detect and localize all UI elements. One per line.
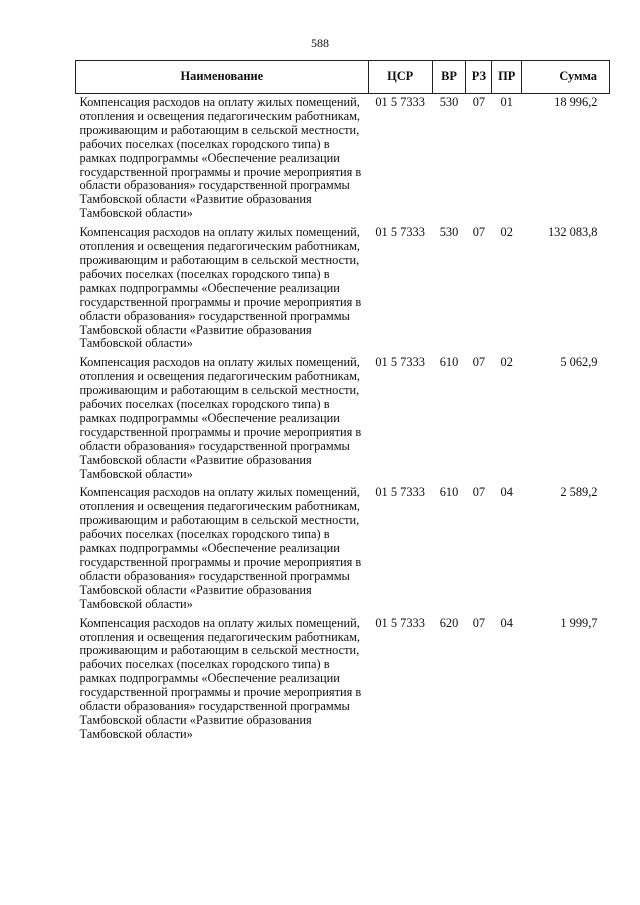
row-pr: 02 xyxy=(500,225,513,240)
row-vr: 610 xyxy=(439,355,459,370)
row-pr: 04 xyxy=(500,485,513,500)
row-csr: 01 5 7333 xyxy=(375,225,425,240)
row-sum: 1 999,7 xyxy=(560,615,598,630)
budget-table xyxy=(75,60,610,745)
row-vr: 530 xyxy=(439,95,459,109)
table-body xyxy=(76,94,610,745)
table-row xyxy=(76,94,610,225)
row-csr: 01 5 7333 xyxy=(375,485,425,500)
header-vr: ВР xyxy=(432,61,466,94)
row-sum: 132 083,8 xyxy=(547,225,598,240)
row-name: Компенсация расходов на оплату жилых помещений, отопления и освещения педагогическим работникам, проживающим и работающим в сельской местности, рабочих поселках (поселках городского типа) в рамках подпрограммы «Обеспечение реализации государственной программы и прочие мероприятия в области образования» государственной программы Тамбовской области «Развитие образования Тамбовской области» xyxy=(79,225,362,351)
header-pr: ПР xyxy=(492,61,522,94)
table-header xyxy=(76,61,610,94)
row-rz: 07 xyxy=(472,615,486,630)
row-vr: 530 xyxy=(439,225,459,240)
row-sum: 2 589,2 xyxy=(560,485,598,500)
row-csr: 01 5 7333 xyxy=(375,355,425,370)
row-name: Компенсация расходов на оплату жилых помещений, отопления и освещения педагогическим работникам, проживающим и работающим в сельской местности, рабочих поселках (поселках городского типа) в рамках подпрограммы «Обеспечение реализации государственной программы и прочие мероприятия в области образования» государственной программы Тамбовской области «Развитие образования Тамбовской области» xyxy=(79,95,362,221)
row-rz: 07 xyxy=(472,485,486,500)
row-pr: 01 xyxy=(500,95,513,109)
header-name: Наименование xyxy=(76,61,369,94)
header-csr: ЦСР xyxy=(368,61,432,94)
row-name: Компенсация расходов на оплату жилых помещений, отопления и освещения педагогическим работникам, проживающим и работающим в сельской местности, рабочих поселках (поселках городского типа) в рамках подпрограммы «Обеспечение реализации государственной программы и прочие мероприятия в области образования» государственной программы Тамбовской области «Развитие образования Тамбовской области» xyxy=(79,615,362,741)
header-row xyxy=(76,61,610,94)
table-row xyxy=(76,484,610,614)
row-name: Компенсация расходов на оплату жилых помещений, отопления и освещения педагогическим работникам, проживающим и работающим в сельской местности, рабочих поселках (поселках городского типа) в рамках подпрограммы «Обеспечение реализации государственной программы и прочие мероприятия в области образования» государственной программы Тамбовской области «Развитие образования Тамбовской области» xyxy=(79,355,362,481)
row-vr: 610 xyxy=(439,485,459,500)
row-vr: 620 xyxy=(439,615,459,630)
row-sum: 18 996,2 xyxy=(554,95,598,109)
table-row xyxy=(76,224,610,354)
row-rz: 07 xyxy=(472,95,486,109)
header-rz: РЗ xyxy=(466,61,492,94)
row-rz: 07 xyxy=(472,355,486,370)
header-sum: Сумма xyxy=(521,61,609,94)
table-row xyxy=(76,615,610,745)
page-number: 588 xyxy=(311,36,329,50)
table-row xyxy=(76,354,610,484)
row-sum: 5 062,9 xyxy=(560,355,598,370)
row-name: Компенсация расходов на оплату жилых помещений, отопления и освещения педагогическим работникам, проживающим и работающим в сельской местности, рабочих поселках (поселках городского типа) в рамках подпрограммы «Обеспечение реализации государственной программы и прочие мероприятия в области образования» государственной программы Тамбовской области «Развитие образования Тамбовской области» xyxy=(79,485,362,611)
row-csr: 01 5 7333 xyxy=(375,95,425,109)
row-csr: 01 5 7333 xyxy=(375,615,425,630)
row-pr: 04 xyxy=(500,615,513,630)
row-pr: 02 xyxy=(500,355,513,370)
row-rz: 07 xyxy=(472,225,486,240)
